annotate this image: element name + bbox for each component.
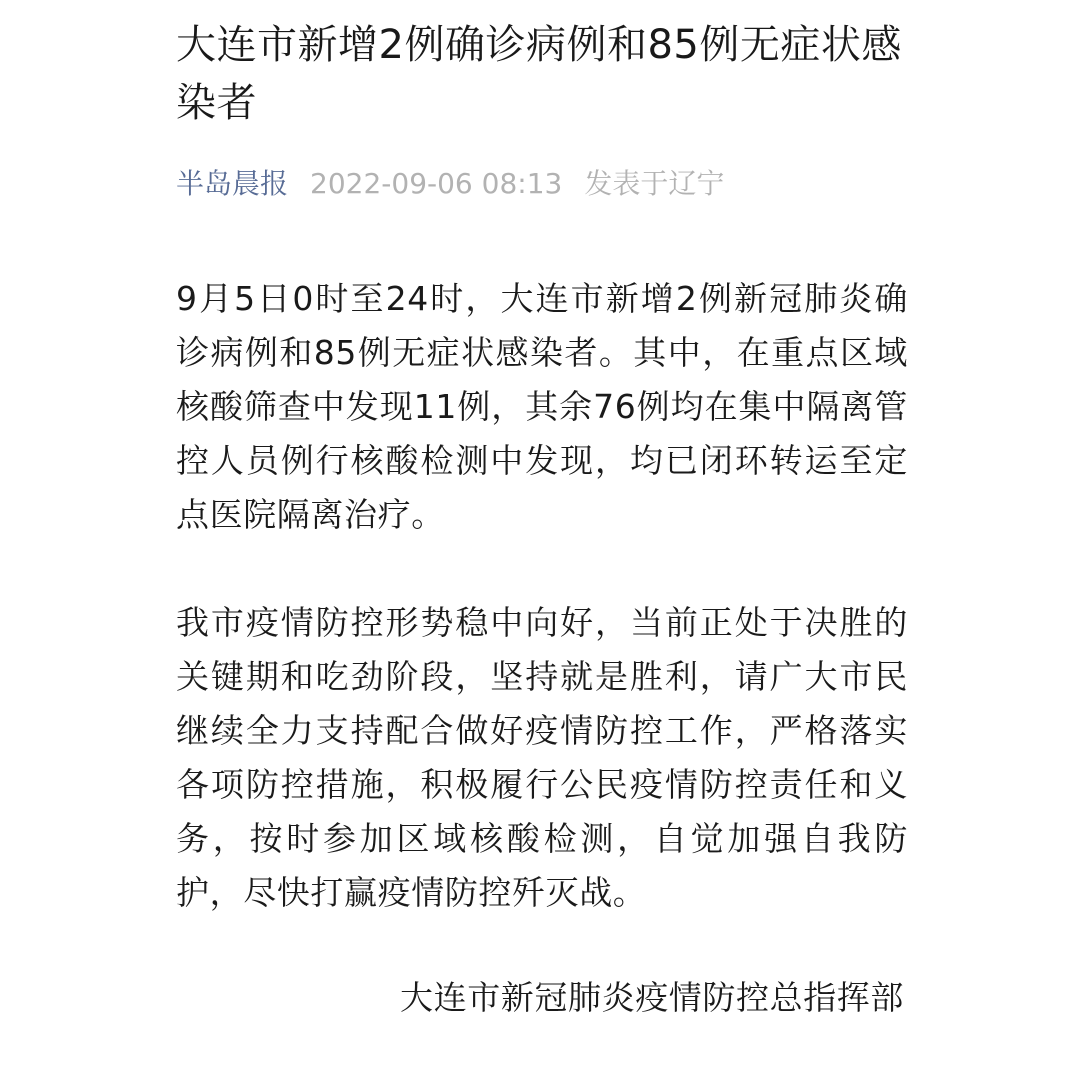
source-link[interactable]: 半岛晨报 <box>176 167 289 200</box>
publish-time: 2022-09-06 08:13 <box>310 167 563 200</box>
article-title: 大连市新增2例确诊病例和85例无症状感染者 <box>176 22 902 126</box>
article-paragraph-1: 9月5日0时至24时，大连市新增2例新冠肺炎确诊病例和85例无症状感染者。其中，在重点区域核酸筛查中发现11例，其余76例均在集中隔离管控人员例行核酸检测中发现，均已闭环转运至定点医院隔离治疗。 <box>176 279 908 534</box>
article-meta <box>176 164 724 204</box>
article-signature: 大连市新冠肺炎疫情防控总指挥部 <box>400 978 904 1017</box>
publish-location: 发表于辽宁 <box>584 167 725 200</box>
article-paragraph-2: 我市疫情防控形势稳中向好，当前正处于决胜的关键期和吃劲阶段，坚持就是胜利，请广大市民继续全力支持配合做好疫情防控工作，严格落实各项防控措施，积极履行公民疫情防控责任和义务，按时参加区域核酸检测，自觉加强自我防护，尽快打赢疫情防控歼灭战。 <box>176 603 908 912</box>
